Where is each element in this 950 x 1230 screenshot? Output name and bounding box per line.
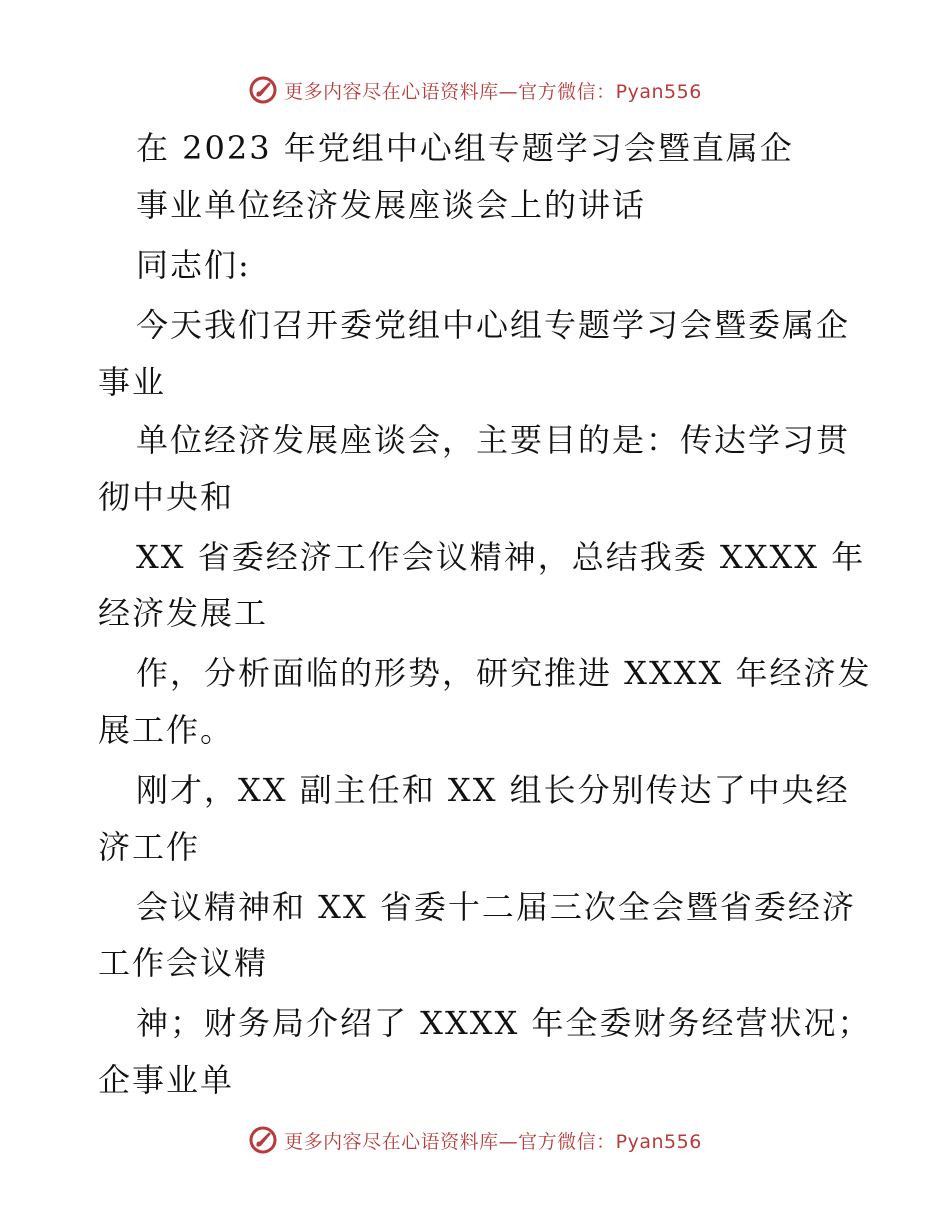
paragraph-line: 企事业单: [98, 1061, 235, 1099]
paragraph-line: 刚才，XX 副主任和 XX 组长分别传达了中央经: [136, 771, 850, 809]
paragraph-line: 展工作。: [98, 711, 235, 749]
watermark-text: 更多内容尽在心语资料库—官方微信：Pyan556: [284, 1130, 702, 1153]
paragraph-line: 工作会议精: [98, 944, 269, 982]
paragraph-line: 彻中央和: [98, 478, 235, 516]
paragraph-line: 神；财务局介绍了 XXXX 年全委财务经营状况；: [136, 1004, 872, 1042]
paragraph-line: 经济发展工: [98, 594, 269, 632]
paragraph-line: 今天我们召开委党组中心组专题学习会暨委属企: [136, 306, 851, 344]
paragraph-line: 事业: [98, 363, 167, 401]
speech-title-line-1: 在 2023 年党组中心组专题学习会暨直属企: [136, 129, 794, 167]
paragraph-line: 作，分析面临的形势，研究推进 XXXX 年经济发: [136, 654, 872, 692]
footer-watermark: [0, 1122, 950, 1158]
paragraph-line: 单位经济发展座谈会，主要目的是：传达学习贯: [136, 421, 851, 459]
feather-pen-seal-icon: [248, 75, 278, 105]
feather-pen-seal-icon: [248, 1125, 278, 1155]
paragraph-line: 济工作: [98, 828, 201, 866]
paragraph-line: 会议精神和 XX 省委十二届三次全会暨省委经济: [136, 888, 856, 926]
watermark-text: 更多内容尽在心语资料库—官方微信：Pyan556: [284, 80, 702, 103]
paragraph-line: XX 省委经济工作会议精神，总结我委 XXXX 年: [136, 538, 866, 576]
speech-title-line-2: 事业单位经济发展座谈会上的讲话: [136, 186, 647, 224]
salutation: 同志们:: [136, 246, 251, 284]
header-watermark: [0, 72, 950, 108]
